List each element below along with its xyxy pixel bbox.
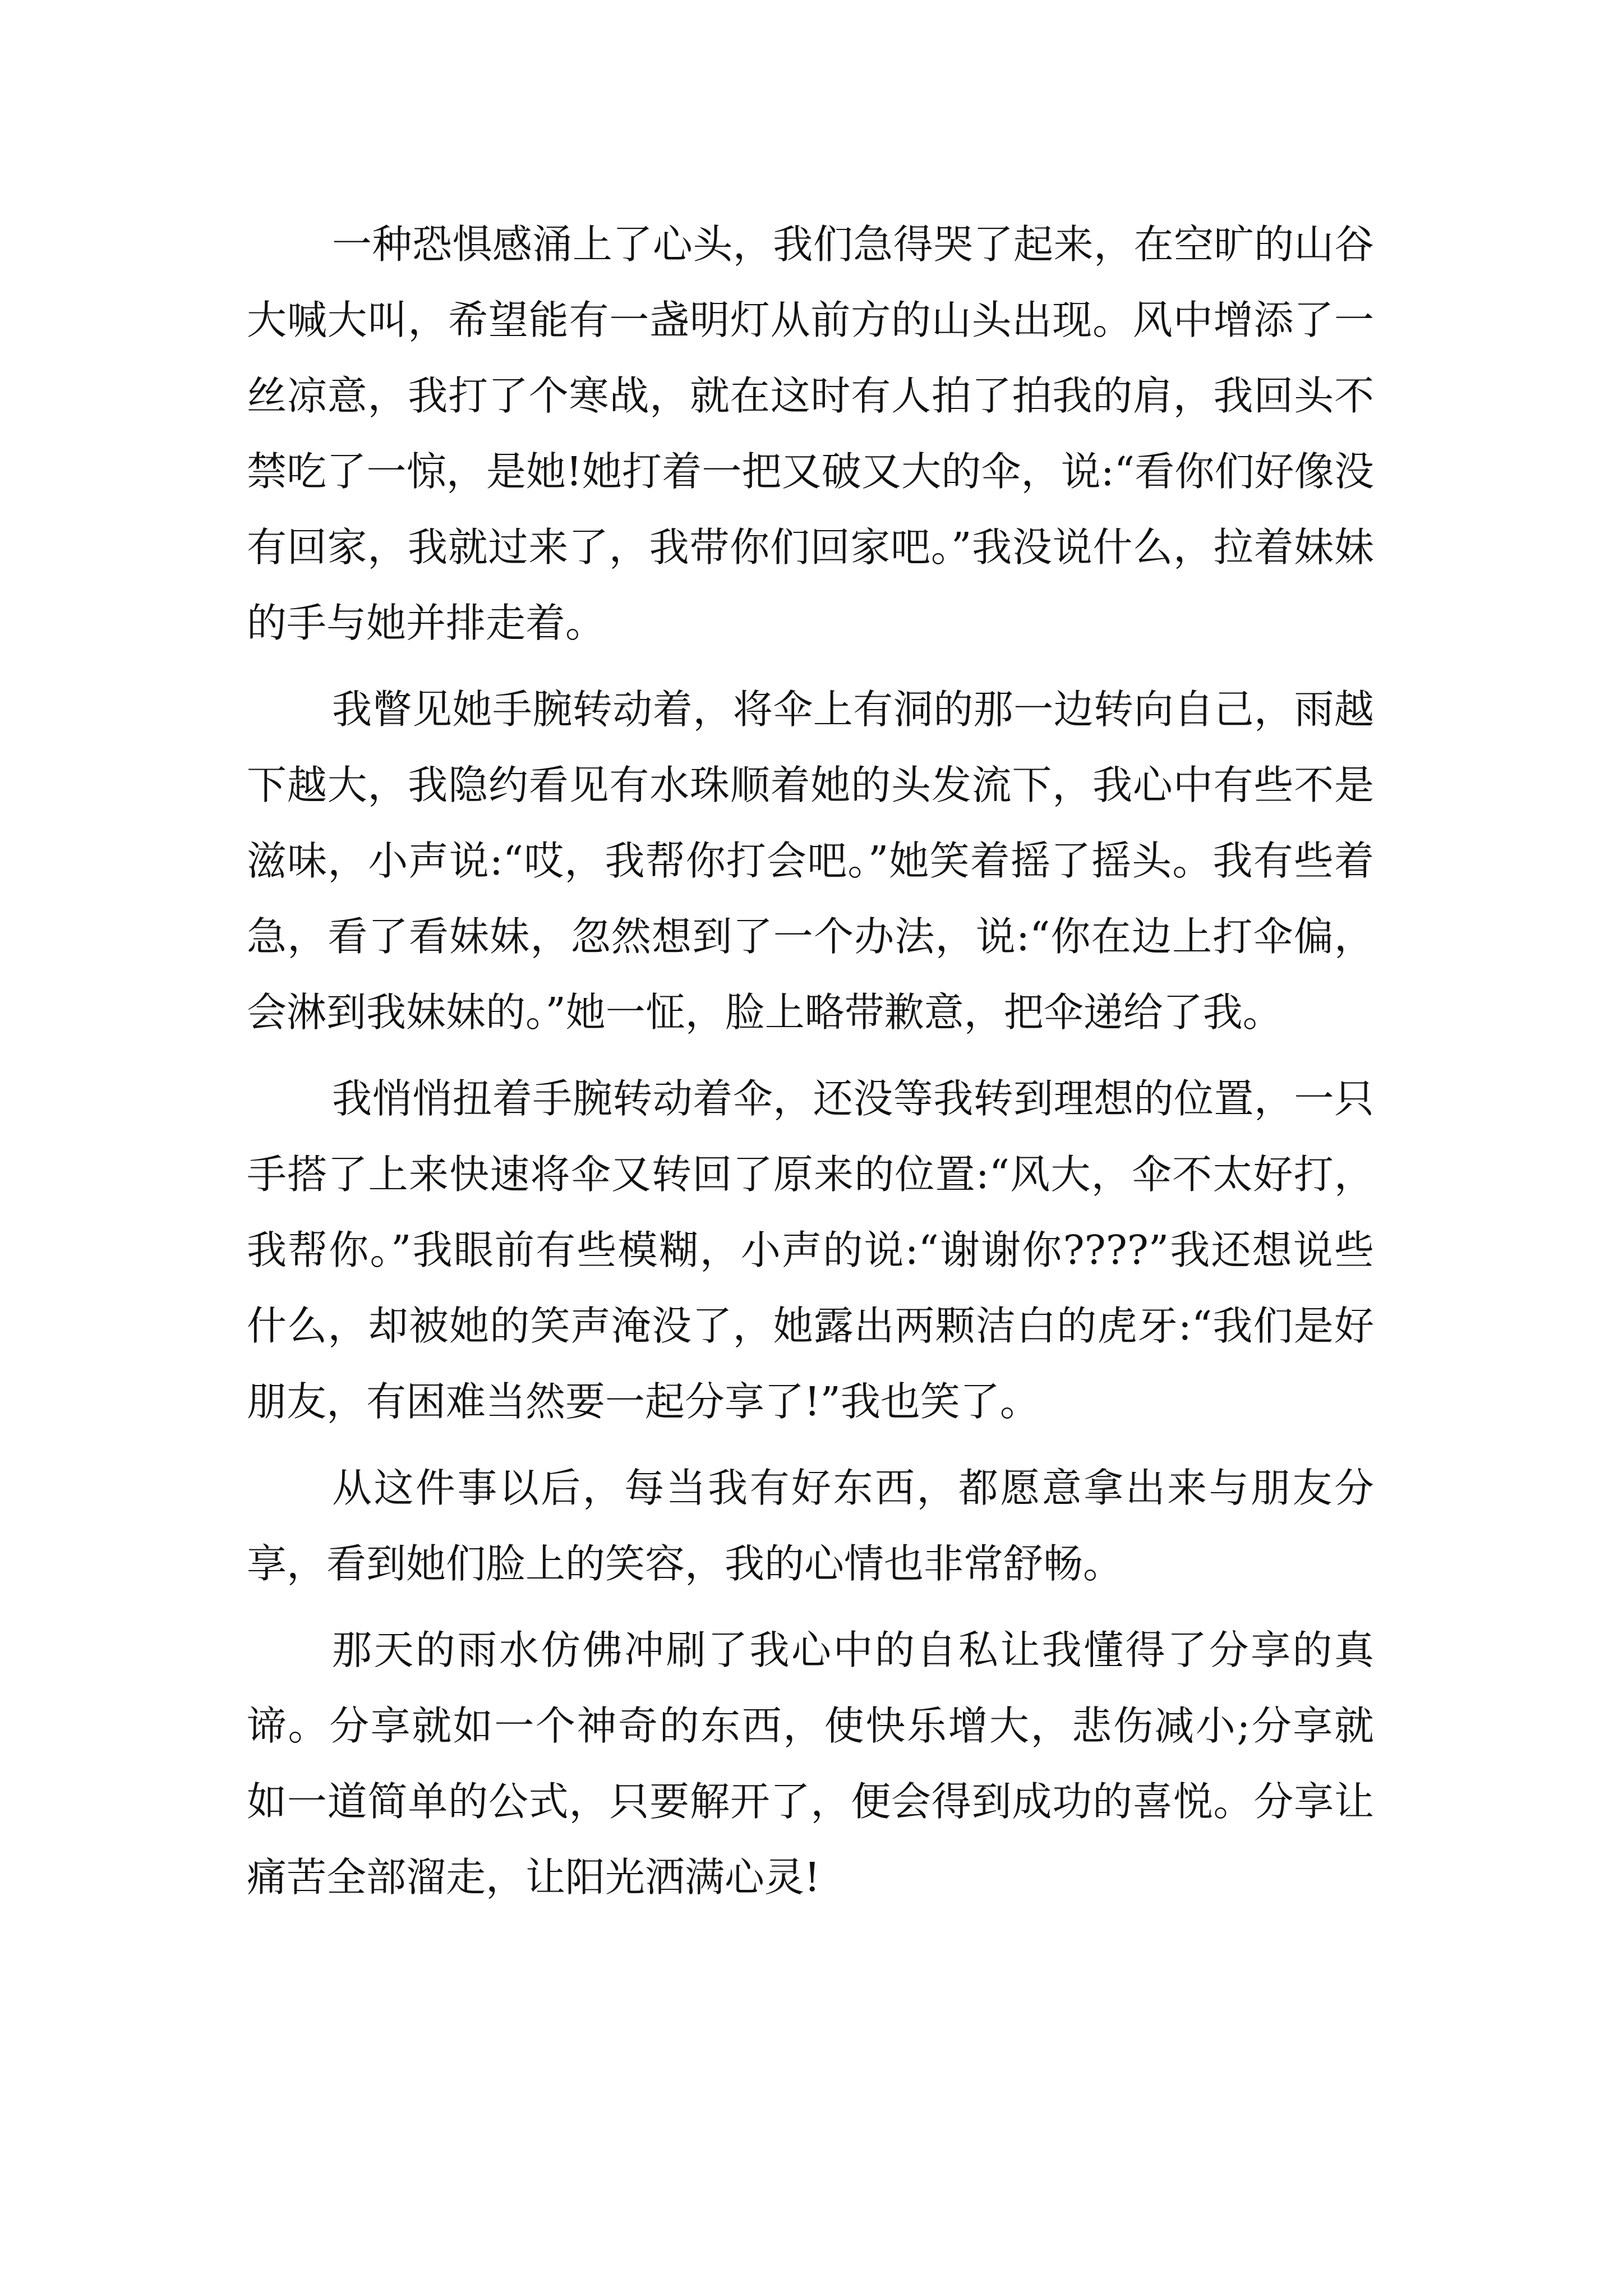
document-body [247,206,1374,1926]
paragraph-4: 从这件事以后，每当我有好东西，都愿意拿出来与朋友分享，看到她们脸上的笑容，我的心情也非常舒畅。 [247,1465,1374,1587]
paragraph-5: 那天的雨水仿佛冲刷了我心中的自私让我懂得了分享的真谛。分享就如一个神奇的东西，使快乐增大，悲伤减小;分享就如一道简单的公式，只要解开了，便会得到成功的喜悦。分享让痛苦全部溜走，让阳光洒满心灵! [247,1627,1374,1901]
paragraph-1: 一种恐惧感涌上了心头，我们急得哭了起来，在空旷的山谷大喊大叫，希望能有一盏明灯从前方的山头出现。风中增添了一丝凉意，我打了个寒战，就在这时有人拍了拍我的肩，我回头不禁吃了一惊，是她!她打着一把又破又大的伞，说:“看你们好像没有回家，我就过来了，我带你们回家吧。”我没说什么，拉着妹妹的手与她并排走着。 [247,221,1374,646]
paragraph-3: 我悄悄扭着手腕转动着伞，还没等我转到理想的位置，一只手搭了上来快速将伞又转回了原来的位置:“风大，伞不太好打，我帮你。”我眼前有些模糊，小声的说:“谢谢你????”我还想说些什么，却被她的笑声淹没了，她露出两颗洁白的虎牙:“我们是好朋友，有困难当然要一起分享了!”我也笑了。 [247,1075,1374,1425]
paragraph-2: 我瞥见她手腕转动着，将伞上有洞的那一边转向自己，雨越下越大，我隐约看见有水珠顺着她的头发流下，我心中有些不是滋味，小声说:“哎，我帮你打会吧。”她笑着摇了摇头。我有些着急，看了看妹妹，忽然想到了一个办法，说:“你在边上打伞偏，会淋到我妹妹的。”她一怔，脸上略带歉意，把伞递给了我。 [247,686,1374,1036]
